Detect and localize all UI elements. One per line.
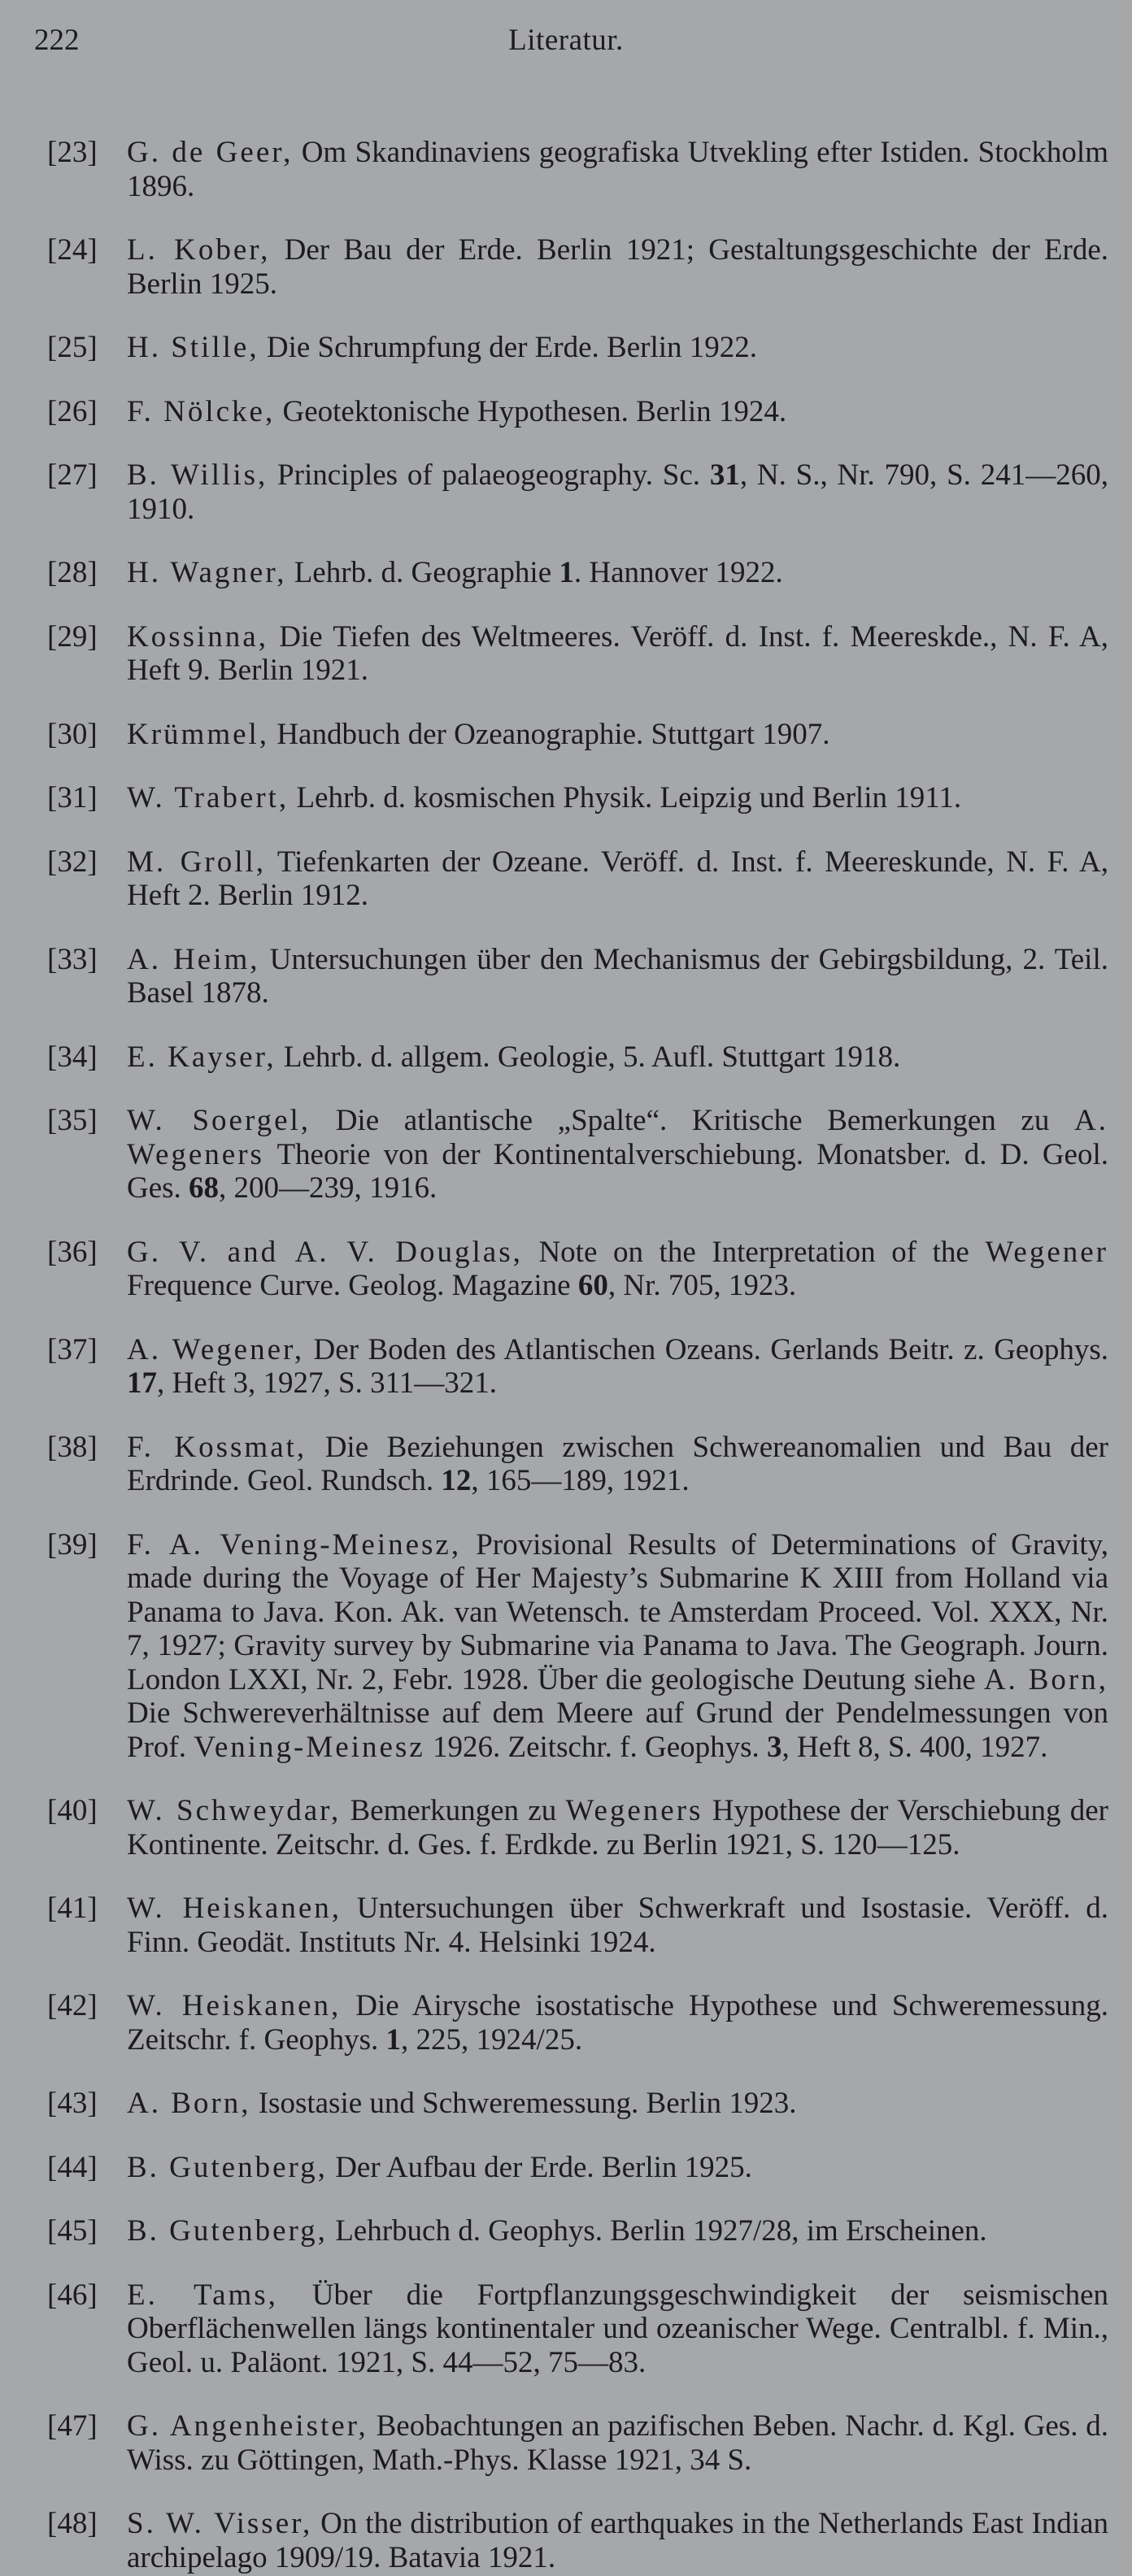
reference-volume: 68	[189, 1171, 220, 1205]
reference-entry	[47, 2507, 1108, 2574]
reference-text: Der Bau der Erde. Berlin 1921; Gestaltungsgeschichte der Erde. Berlin 1925.	[127, 233, 1108, 301]
reference-author: A. Born,	[127, 2087, 251, 2120]
reference-list	[47, 106, 1108, 2576]
reference-text: 1926. Zeitschr. f. Geophys.	[424, 1730, 768, 1764]
reference-text: Lehrbuch d. Geophys. Berlin 1927/28, im Erscheinen.	[327, 2214, 987, 2248]
page-number: 222	[34, 24, 80, 57]
reference-author: W. Schweydar,	[127, 1794, 342, 1827]
reference-number: [29]	[47, 619, 98, 654]
reference-number: [33]	[47, 942, 98, 976]
reference-entry	[47, 233, 1108, 301]
reference-author: B. Gutenberg,	[127, 2150, 328, 2184]
reference-author: Krümmel,	[127, 717, 270, 751]
reference-number: [45]	[47, 2214, 98, 2248]
reference-entry	[47, 1236, 1108, 1303]
reference-entry	[47, 2151, 1108, 2185]
reference-number: [32]	[47, 845, 98, 879]
reference-volume: 17	[127, 1366, 157, 1400]
reference-volume: 60	[577, 1269, 608, 1302]
reference-text: Der Aufbau der Erde. Berlin 1925.	[327, 2150, 752, 2184]
reference-number: [41]	[47, 1892, 98, 1925]
reference-number: [43]	[47, 2087, 98, 2120]
reference-text: Über die Fortpflanzungsgeschwindigkeit der seismischen Oberflächenwellen längs kontinentaler und ozeanischer Wege. Centralbl. f. Min., Geol. u. Paläont. 1921, S. 44—52, 75—83.	[127, 2278, 1108, 2379]
reference-author: H. Wagner,	[127, 556, 287, 589]
reference-text: Om Skandinaviens geografiska Utvekling efter Istiden. Stockholm 1896.	[127, 136, 1108, 203]
reference-entry	[47, 1040, 1108, 1075]
reference-text: , Nr. 705, 1923.	[607, 1269, 797, 1302]
reference-text: Lehrb. d. kosmischen Physik. Leipzig und Berlin 1911.	[289, 781, 962, 815]
reference-text: Die Beziehungen zwischen Schwereanomalien und Bau der Erdrinde. Geol. Rundsch.	[127, 1430, 1108, 1497]
reference-author: B. Gutenberg,	[127, 2214, 328, 2248]
reference-text: Die Tiefen des Weltmeeres. Veröff. d. Inst. f. Meereskde., N. F. A, Heft 9. Berlin 1921.	[127, 619, 1108, 687]
reference-text: Untersuchungen über den Mechanismus der Gebirgsbildung, 2. Teil. Basel 1878.	[127, 942, 1108, 1010]
reference-text: , Heft 8, S. 400, 1927.	[782, 1730, 1048, 1764]
reference-number: [47]	[47, 2409, 98, 2443]
reference-text: , 225, 1924/25.	[401, 2022, 583, 2057]
reference-volume: 31	[709, 458, 740, 492]
reference-volume: 12	[441, 1464, 472, 1497]
reference-text: Tiefenkarten der Ozeane. Veröff. d. Inst. f. Meereskunde, N. F. A, Heft 2. Berlin 1912.	[127, 845, 1108, 912]
reference-text: Theorie von der Kontinentalverschiebung. Monatsber. d. D. Geol. Ges.	[127, 1137, 1108, 1205]
reference-text: Frequence Curve. Geolog. Magazine	[127, 1269, 578, 1302]
reference-author: G. V. and A. V. Douglas,	[127, 1235, 523, 1269]
reference-author: Kossinna,	[127, 619, 268, 654]
reference-author: W. Heiskanen,	[127, 1892, 342, 1925]
reference-number: [39]	[47, 1527, 98, 1562]
reference-number: [27]	[47, 458, 98, 492]
reference-entry	[47, 331, 1108, 365]
page-header	[34, 23, 1098, 68]
reference-text: Die Schrumpfung der Erde. Berlin 1922.	[259, 331, 758, 364]
reference-text: Provisional Results of Determinations of Gravity, made during the Voyage of Her Majesty’s Submarine K XIII from Holland via Panama to Java. Kon. Ak. van Wetensch. te Amsterdam Proceed. Vol. XXX, Nr. 7, 1927; Gravity survey by Submarine via Panama to Java. The Geograph. Journ. London LXXI, Nr. 2, Febr. 1928. Über die geologische Deutung siehe	[127, 1527, 1108, 1696]
reference-entry	[47, 395, 1108, 429]
reference-author: G. de Geer,	[127, 136, 294, 169]
reference-number: [34]	[47, 1040, 98, 1074]
reference-text: Geotektonische Hypothesen. Berlin 1924.	[275, 394, 787, 428]
reference-author: S. W. Visser,	[127, 2507, 313, 2540]
reference-text: Bemerkungen zu	[341, 1794, 566, 1827]
reference-number: [38]	[47, 1430, 98, 1464]
reference-entry	[47, 458, 1108, 526]
reference-text: Handbuch der Ozeanographie. Stuttgart 1907.	[269, 717, 830, 751]
reference-text: , 200—239, 1916.	[219, 1171, 438, 1205]
reference-author: W. Soergel,	[127, 1104, 311, 1137]
reference-author: M. Groll,	[127, 845, 267, 879]
reference-volume: 1	[559, 556, 574, 589]
reference-volume: 1	[385, 2022, 402, 2057]
reference-entry	[47, 2087, 1108, 2121]
reference-number: [40]	[47, 1794, 98, 1827]
reference-number: [36]	[47, 1235, 98, 1269]
reference-author: Vening-Meinesz	[194, 1730, 425, 1764]
reference-text: Hypothese der Verschiebung der Kontinente. Zeitschr. d. Ges. f. Erdkde. zu Berlin 1921, S. 120—125.	[127, 1794, 1108, 1861]
reference-entry	[47, 2214, 1108, 2248]
reference-text: Principles of palaeogeography. Sc.	[268, 458, 710, 492]
reference-number: [35]	[47, 1104, 98, 1137]
reference-volume: 3	[767, 1730, 782, 1764]
reference-author: F. Nölcke,	[127, 394, 276, 428]
reference-text: Untersuchungen über Schwerkraft und Isostasie. Veröff. d. Finn. Geodät. Instituts Nr. 4. Helsinki 1924.	[127, 1892, 1108, 1959]
reference-text: Die Schwereverhältnisse auf dem Meere auf Grund der Pendelmessungen von Prof.	[127, 1696, 1108, 1764]
reference-number: [24]	[47, 233, 98, 267]
reference-text: Lehrb. d. allgem. Geologie, 5. Aufl. Stuttgart 1918.	[276, 1040, 901, 1074]
reference-author: A. Born,	[983, 1662, 1108, 1696]
reference-number: [37]	[47, 1332, 98, 1366]
reference-text: . Hannover 1922.	[573, 556, 783, 589]
reference-author: A. Wegeners	[127, 1104, 1108, 1171]
reference-entry	[47, 1528, 1108, 1765]
reference-author: W. Trabert,	[127, 781, 290, 815]
reference-author: F. Kossmat,	[127, 1430, 307, 1464]
reference-entry	[47, 1892, 1108, 1959]
reference-author: B. Willis,	[127, 458, 268, 492]
reference-text: Beobachtungen an pazifischen Beben. Nachr. d. Kgl. Ges. d. Wiss. zu Göttingen, Math.-Phys. Klasse 1921, 34 S.	[127, 2409, 1109, 2477]
reference-number: [46]	[47, 2278, 98, 2312]
reference-entry	[47, 1104, 1108, 1205]
reference-number: [42]	[47, 1989, 98, 2022]
reference-author: H. Stille,	[127, 331, 259, 364]
reference-author: F. A. Vening-Meinesz,	[127, 1527, 462, 1562]
reference-entry	[47, 718, 1108, 752]
reference-entry	[47, 620, 1108, 688]
reference-entry	[47, 1431, 1108, 1498]
reference-text: Isostasie und Schweremessung. Berlin 1923.	[250, 2087, 797, 2120]
reference-author: G. Angenheister,	[127, 2409, 368, 2443]
reference-entry	[47, 1333, 1108, 1401]
reference-author: E. Kayser,	[127, 1040, 276, 1074]
reference-number: [28]	[47, 556, 98, 589]
reference-author: L. Kober,	[127, 233, 271, 267]
reference-author: A. Heim,	[127, 942, 260, 976]
reference-entry	[47, 136, 1108, 203]
reference-number: [44]	[47, 2150, 98, 2184]
reference-author: W. Heiskanen,	[127, 1989, 342, 2022]
reference-text: , Heft 3, 1927, S. 311—321.	[157, 1366, 497, 1400]
reference-entry	[47, 943, 1108, 1010]
reference-text: , N. S., Nr. 790, S. 241—260, 1910.	[127, 458, 1108, 526]
reference-author: E. Tams,	[127, 2278, 278, 2312]
reference-entry	[47, 2409, 1108, 2477]
reference-number: [26]	[47, 394, 98, 428]
reference-number: [31]	[47, 781, 98, 815]
reference-entry	[47, 845, 1108, 913]
running-title: Literatur.	[508, 24, 624, 57]
reference-entry	[47, 1794, 1108, 1861]
reference-number: [30]	[47, 717, 98, 751]
reference-entry	[47, 781, 1108, 815]
reference-text: Lehrb. d. Geographie	[286, 556, 559, 589]
reference-text: Der Boden des Atlantischen Ozeans. Gerlands Beitr. z. Geophys.	[304, 1332, 1108, 1366]
reference-number: [48]	[47, 2507, 98, 2540]
reference-number: [25]	[47, 331, 98, 364]
reference-text: On the distribution of earthquakes in the Netherlands East Indian archipelago 1909/19. Batavia 1921.	[127, 2507, 1109, 2574]
reference-author: A. Wegener,	[127, 1332, 305, 1366]
reference-number: [23]	[47, 136, 98, 169]
reference-entry	[47, 2278, 1108, 2380]
reference-author: Wegeners	[565, 1794, 703, 1827]
reference-text: Note on the Interpretation of the	[522, 1235, 986, 1269]
reference-text: Die atlantische „Spalte“. Kritische Bemerkungen zu	[311, 1104, 1074, 1137]
reference-author: Wegener	[985, 1235, 1109, 1269]
reference-text: , 165—189, 1921.	[471, 1464, 690, 1497]
reference-entry	[47, 556, 1108, 590]
reference-text: Die Airysche isostatische Hypothese und Schweremessung. Zeitschr. f. Geophys.	[127, 1989, 1108, 2057]
reference-entry	[47, 1989, 1108, 2057]
